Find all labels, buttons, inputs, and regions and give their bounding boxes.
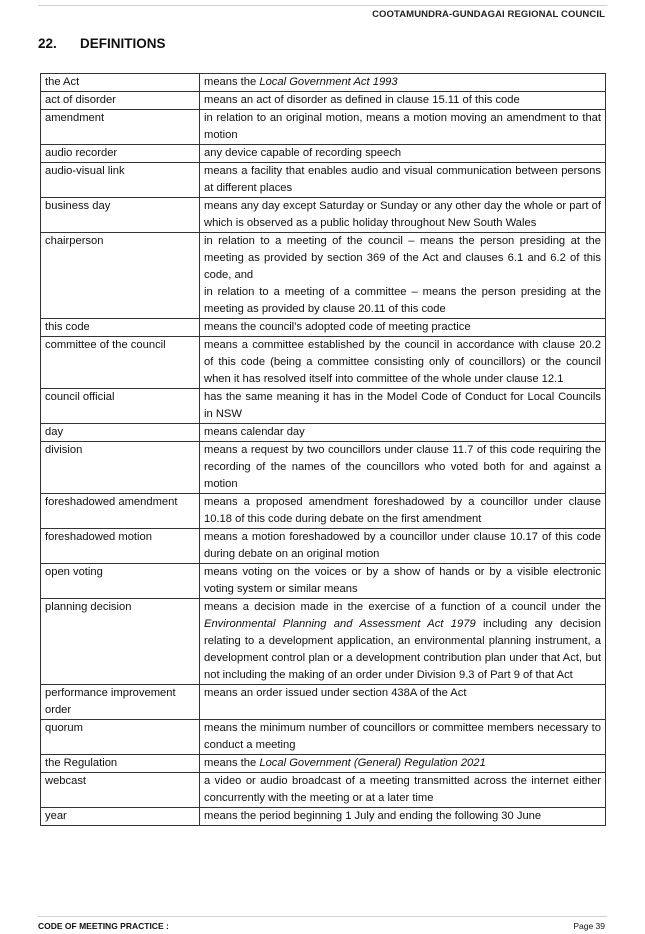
section-heading (38, 36, 166, 51)
definition-row (41, 145, 606, 163)
footer-document-title: CODE OF MEETING PRACTICE : (38, 921, 169, 931)
definition-term: amendment (41, 110, 200, 145)
definition-meaning (200, 74, 606, 92)
definition-meaning-text: means the period beginning 1 July and ending the following 30 June (204, 810, 542, 822)
definition-term: the Act (41, 74, 200, 92)
definition-row (41, 564, 606, 599)
definition-meaning-text: means voting on the voices or by a show of hands or by a visible electronic voting system or similar means (204, 566, 601, 595)
definition-term: performance improvement order (41, 685, 200, 720)
definition-meaning-text: in relation to an original motion, means a motion moving an amendment to that motion (204, 112, 601, 141)
definition-meaning-text: in relation to a meeting of a committee – means the person presiding at the meeting as provided by clause 20.11 of this code (204, 286, 601, 315)
definition-row (41, 233, 606, 319)
definition-term: planning decision (41, 599, 200, 685)
definition-term: quorum (41, 720, 200, 755)
definition-meaning (200, 442, 606, 494)
definition-row (41, 319, 606, 337)
definition-term: division (41, 442, 200, 494)
header-rule (38, 5, 607, 6)
definition-row (41, 110, 606, 145)
definition-term: audio recorder (41, 145, 200, 163)
definition-meaning (200, 685, 606, 720)
definition-meaning (200, 319, 606, 337)
definition-meaning (200, 198, 606, 233)
footer-page-number: Page 39 (573, 921, 605, 931)
definition-row (41, 442, 606, 494)
definition-meaning-text: means calendar day (204, 426, 305, 438)
definition-meaning-text: any device capable of recording speech (204, 147, 402, 159)
header-organization: COOTAMUNDRA-GUNDAGAI REGIONAL COUNCIL (372, 9, 605, 20)
definition-row (41, 163, 606, 198)
definition-meaning-italic-text: Environmental Planning and Assessment Act 1979 (204, 618, 476, 630)
definition-meaning (200, 773, 606, 808)
definition-meaning (200, 92, 606, 110)
definition-meaning-text: means a committee established by the council in accordance with clause 20.2 of this code (being a committee consisting only of councillors) or the council when it has resolved itself into committee of the whole under clause 12.1 (204, 339, 601, 385)
definition-term: webcast (41, 773, 200, 808)
definition-row (41, 74, 606, 92)
definition-term: day (41, 424, 200, 442)
definition-meaning (200, 110, 606, 145)
definition-term: foreshadowed motion (41, 529, 200, 564)
definition-meaning (200, 808, 606, 826)
definition-row (41, 773, 606, 808)
definition-meaning-text: means the minimum number of councillors or committee members necessary to conduct a meeting (204, 722, 601, 751)
definition-meaning-text: means a request by two councillors under clause 11.7 of this code requiring the recording of the names of the councillors who voted both for and against a motion (204, 444, 601, 490)
definition-meaning-text: means a proposed amendment foreshadowed by a councillor under clause 10.18 of this code during debate on the first amendment (204, 496, 601, 525)
definition-meaning (200, 145, 606, 163)
definition-meaning (200, 599, 606, 685)
definition-meaning-text: means the council’s adopted code of meeting practice (204, 321, 471, 333)
definition-term: this code (41, 319, 200, 337)
definition-meaning (200, 163, 606, 198)
definition-meaning (200, 233, 606, 319)
definition-meaning (200, 564, 606, 599)
definition-meaning (200, 424, 606, 442)
definition-meaning-text: a video or audio broadcast of a meeting transmitted across the internet either concurrently with the meeting or at a later time (204, 775, 601, 804)
definition-meaning (200, 755, 606, 773)
definition-meaning-text: in relation to a meeting of the council – means the person presiding at the meeting as provided by section 369 of the Act and clauses 6.1 and 6.2 of this code, and (204, 235, 601, 281)
definition-meaning-text: means an order issued under section 438A of the Act (204, 687, 467, 699)
definition-meaning (200, 389, 606, 424)
definition-row (41, 424, 606, 442)
definition-term: act of disorder (41, 92, 200, 110)
definition-row (41, 720, 606, 755)
definition-term: chairperson (41, 233, 200, 319)
definition-meaning-text: means a motion foreshadowed by a councillor under clause 10.17 of this code during debate on an original motion (204, 531, 601, 560)
section-title: DEFINITIONS (80, 36, 166, 51)
definition-meaning-italic-text: Local Government Act 1993 (259, 76, 398, 88)
definitions-table (40, 73, 606, 826)
definition-meaning (200, 720, 606, 755)
definition-meaning (200, 529, 606, 564)
definition-row (41, 389, 606, 424)
footer-rule (38, 916, 607, 917)
definition-meaning-text: means a facility that enables audio and visual communication between persons at different places (204, 165, 601, 194)
definition-term: year (41, 808, 200, 826)
section-number: 22. (38, 36, 57, 51)
definition-term: business day (41, 198, 200, 233)
definition-meaning-italic-text: Local Government (General) Regulation 2021 (259, 757, 486, 769)
definition-row (41, 755, 606, 773)
definition-meaning-text: means the (204, 76, 260, 88)
definition-row (41, 685, 606, 720)
definition-row (41, 599, 606, 685)
definition-row (41, 529, 606, 564)
definition-meaning-text: means a decision made in the exercise of a function of a council under the (204, 601, 601, 613)
definition-meaning-text: including any decision relating to a development application, an environmental planning instrument, a development control plan or a development contribution plan under that Act, but not including the making of an order under Division 9.3 of Part 9 of that Act (204, 618, 601, 681)
definitions-body (41, 74, 606, 826)
definition-row (41, 337, 606, 389)
definition-meaning-text: means any day except Saturday or Sunday or any other day the whole or part of which is observed as a public holiday throughout New South Wales (204, 200, 601, 229)
definition-term: audio-visual link (41, 163, 200, 198)
definition-term: the Regulation (41, 755, 200, 773)
definition-term: council official (41, 389, 200, 424)
definition-term: committee of the council (41, 337, 200, 389)
definition-meaning-text: has the same meaning it has in the Model Code of Conduct for Local Councils in NSW (204, 391, 601, 420)
definition-meaning (200, 494, 606, 529)
definition-row (41, 198, 606, 233)
definition-term: foreshadowed amendment (41, 494, 200, 529)
definition-row (41, 92, 606, 110)
definition-meaning-text: means the (204, 757, 260, 769)
definition-row (41, 494, 606, 529)
definition-meaning (200, 337, 606, 389)
definition-row (41, 808, 606, 826)
definition-term: open voting (41, 564, 200, 599)
definition-meaning-text: means an act of disorder as defined in clause 15.11 of this code (204, 94, 520, 106)
